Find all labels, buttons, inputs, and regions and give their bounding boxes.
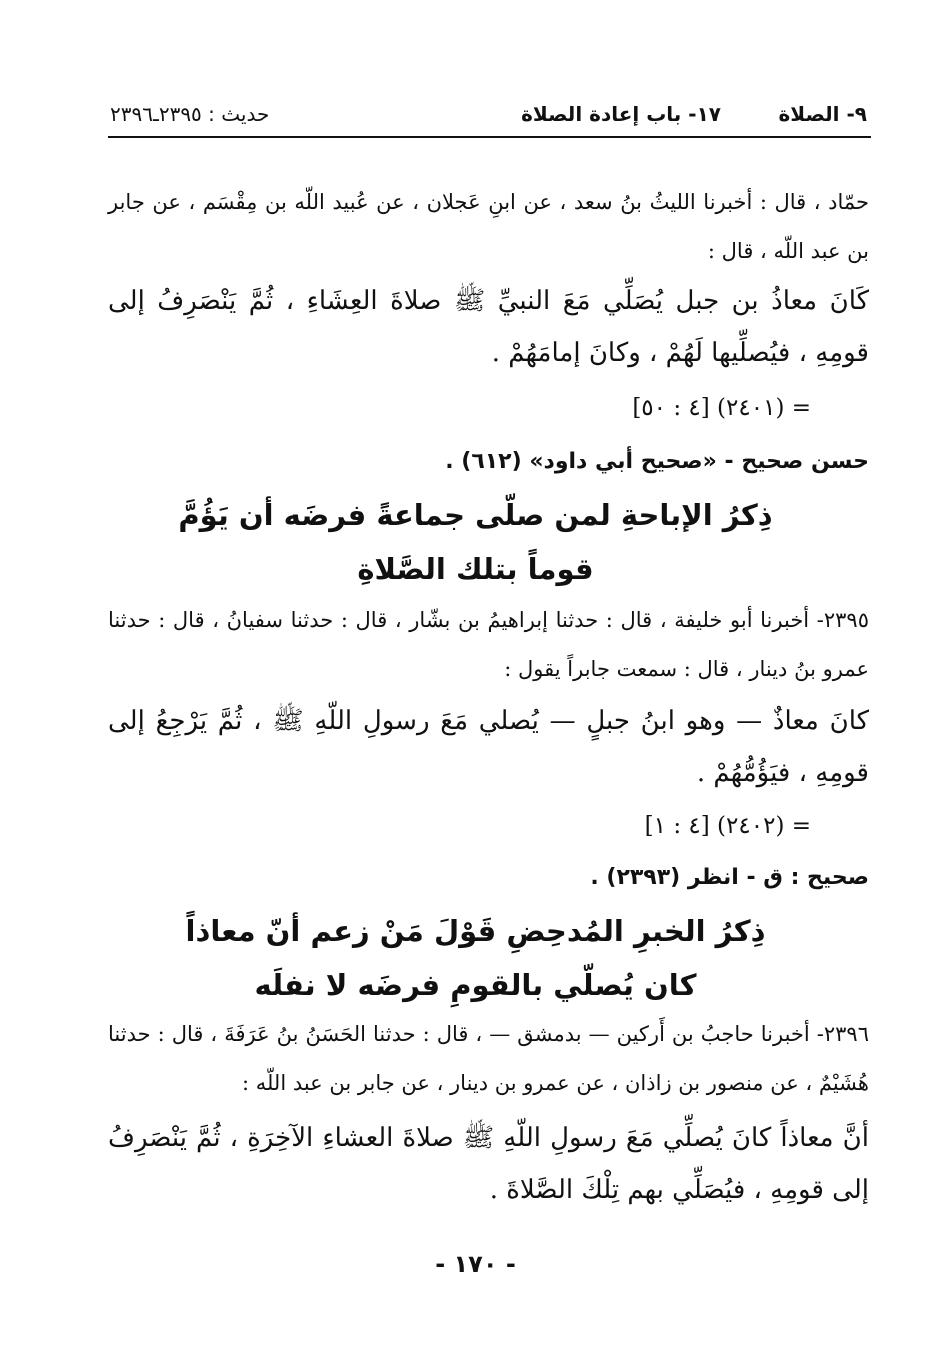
page-number: - ١٧٠ - xyxy=(435,1250,516,1278)
hadith-grade: حسن صحيح - «صحيح أبي داود» (٦١٢) . xyxy=(445,449,869,474)
section-title: ذِكرُ الإباحةِ لمن صلّى جماعةً فرضَه أن يَؤُمَّ قوماً بتلك الصَّلاةِ xyxy=(178,498,773,586)
hadith-text: أنَّ معاذاً كانَ يُصلِّي مَعَ رسولِ اللّهِ ﷺ صلاةَ العشاءِ الآخِرَةِ ، ثُمَّ يَنْصَرِفُ إلى قومِهِ ، فيُصَلِّي بهم تِلْكَ الصَّلاةَ . xyxy=(108,1123,869,1205)
hadith-grade: صحيح : ق - انظر (٢٣٩٣) . xyxy=(590,865,869,890)
chain-of-narration: حمّاد ، قال : أخبرنا الليثُ بنُ سعد ، عن ابنِ عَجلان ، عن عُبيد اللّه بن مِقْسَم ، عن جابر بن عبد اللّه ، قال : xyxy=(108,190,869,263)
hadith-text: كانَ معاذٌ — وهو ابنُ جبلٍ — يُصلي مَعَ رسولِ اللّهِ ﷺ ، ثُمَّ يَرْجِعُ إلى قومِهِ ، فيَؤُمُّهُمْ . xyxy=(108,706,869,788)
chain-of-narration: ٢٣٩٥- أخبرنا أبو خليفة ، قال : حدثنا إبراهيمُ بن بشّار ، قال : حدثنا سفيانُ ، قال : حدثنا عمرو بنُ دينار ، قال : سمعت جابراً يقول : xyxy=(108,608,869,681)
running-header-section: ١٧- باب إعادة الصلاة xyxy=(521,102,721,126)
hadith-text: كَانَ معاذُ بن جبل يُصَلِّي مَعَ النبيِّ ﷺ صلاةَ العِشَاءِ ، ثُمَّ يَنْصَرِفُ إلى قومِهِ ، فيُصلِّيها لَهُمْ ، وكانَ إمامَهُمْ . xyxy=(108,286,869,368)
header-rule xyxy=(108,136,871,138)
running-header-hadith-range: حديث : ٢٣٩٥ـ٢٣٩٦ xyxy=(110,102,270,126)
chain-of-narration: ٢٣٩٦- أخبرنا حاجبُ بن أَركين — بدمشق — ، قال : حدثنا الحَسَنُ بنُ عَرَفَةَ ، قال : حدثنا هُشَيْمٌ ، عن منصور بن زاذان ، عن عمرو بن دينار ، عن جابر بن عبد اللّه : xyxy=(108,1022,869,1095)
section-title: ذِكرُ الخبرِ المُدحِضِ قَوْلَ مَنْ زعم أنّ معاذاً كان يُصلّي بالقومِ فرضَه لا نفلَه xyxy=(185,914,766,1002)
running-header-chapter: ٩- الصلاة xyxy=(778,102,867,126)
cross-reference: = (٢٤٠١) [٤ : ٥٠] xyxy=(632,395,811,421)
cross-reference: = (٢٤٠٢) [٤ : ١] xyxy=(644,813,811,839)
